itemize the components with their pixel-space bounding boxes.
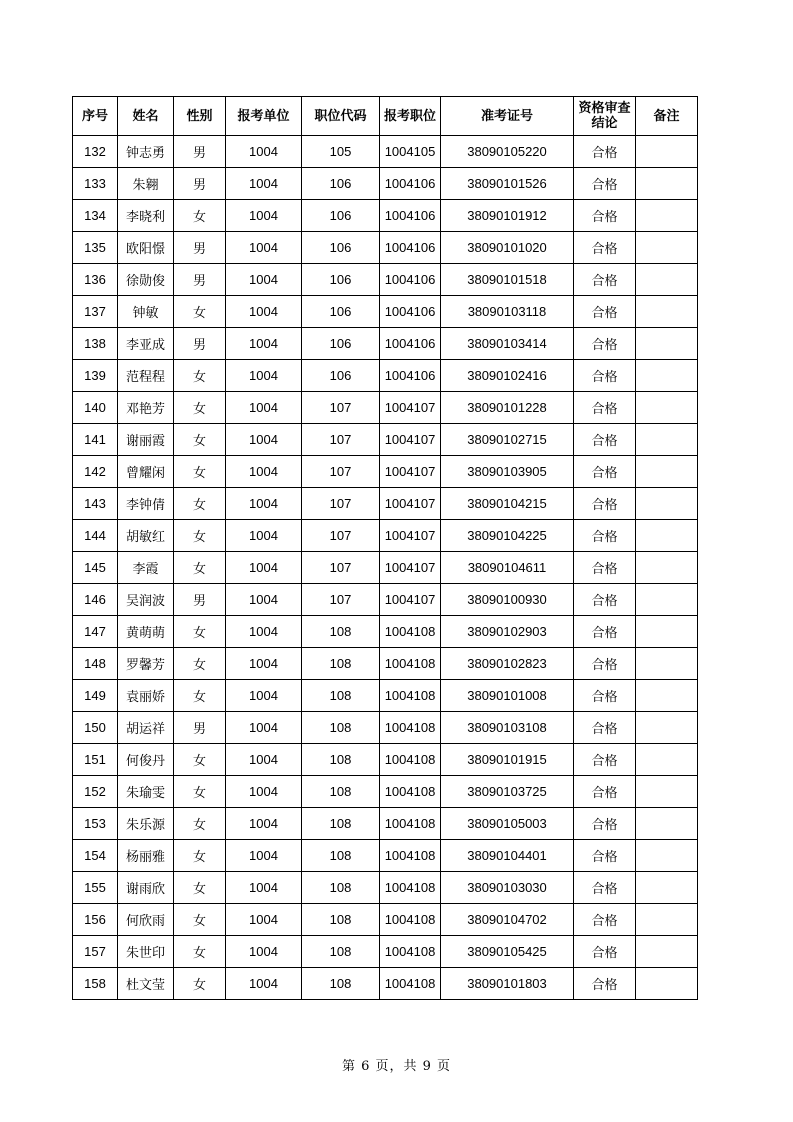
cell-name: 何俊丹 <box>118 744 174 776</box>
cell-name: 罗馨芳 <box>118 648 174 680</box>
table-row <box>73 424 698 456</box>
cell-remarks <box>636 520 698 552</box>
cell-review-result: 合格 <box>574 584 636 616</box>
cell-unit: 1004 <box>226 520 302 552</box>
cell-review-result: 合格 <box>574 520 636 552</box>
cell-unit: 1004 <box>226 808 302 840</box>
cell-gender: 女 <box>174 744 226 776</box>
cell-remarks <box>636 968 698 1000</box>
cell-review-result: 合格 <box>574 168 636 200</box>
cell-serial: 141 <box>73 424 118 456</box>
cell-ticket-number: 38090104215 <box>441 488 574 520</box>
cell-serial: 134 <box>73 200 118 232</box>
table-row <box>73 744 698 776</box>
cell-name: 袁丽娇 <box>118 680 174 712</box>
table-body <box>73 136 698 1000</box>
cell-remarks <box>636 488 698 520</box>
table-row <box>73 296 698 328</box>
cell-remarks <box>636 136 698 168</box>
cell-serial: 149 <box>73 680 118 712</box>
cell-unit: 1004 <box>226 552 302 584</box>
cell-position: 1004108 <box>380 936 441 968</box>
cell-position-code: 108 <box>302 872 380 904</box>
cell-review-result: 合格 <box>574 488 636 520</box>
cell-serial: 136 <box>73 264 118 296</box>
cell-unit: 1004 <box>226 904 302 936</box>
cell-unit: 1004 <box>226 264 302 296</box>
cell-position: 1004107 <box>380 392 441 424</box>
table-row <box>73 584 698 616</box>
cell-serial: 145 <box>73 552 118 584</box>
cell-ticket-number: 38090101803 <box>441 968 574 1000</box>
cell-name: 曾耀闲 <box>118 456 174 488</box>
cell-serial: 156 <box>73 904 118 936</box>
cell-remarks <box>636 680 698 712</box>
cell-serial: 157 <box>73 936 118 968</box>
cell-gender: 女 <box>174 200 226 232</box>
cell-gender: 女 <box>174 296 226 328</box>
cell-review-result: 合格 <box>574 872 636 904</box>
cell-remarks <box>636 424 698 456</box>
cell-position-code: 106 <box>302 232 380 264</box>
cell-review-result: 合格 <box>574 424 636 456</box>
page-footer: 第 6 页，共 9 页 <box>341 1059 452 1074</box>
table-row <box>73 776 698 808</box>
cell-review-result: 合格 <box>574 616 636 648</box>
cell-ticket-number: 38090101228 <box>441 392 574 424</box>
cell-position-code: 107 <box>302 392 380 424</box>
header-position-code: 职位代码 <box>302 97 380 136</box>
table-header-row <box>73 97 698 136</box>
cell-ticket-number: 38090100930 <box>441 584 574 616</box>
table-row <box>73 552 698 584</box>
cell-unit: 1004 <box>226 936 302 968</box>
cell-name: 谢丽霞 <box>118 424 174 456</box>
cell-serial: 146 <box>73 584 118 616</box>
cell-name: 杜文莹 <box>118 968 174 1000</box>
table-row <box>73 712 698 744</box>
table-row <box>73 200 698 232</box>
cell-unit: 1004 <box>226 424 302 456</box>
cell-unit: 1004 <box>226 168 302 200</box>
cell-position: 1004107 <box>380 520 441 552</box>
cell-position-code: 108 <box>302 680 380 712</box>
cell-gender: 男 <box>174 712 226 744</box>
cell-ticket-number: 38090104225 <box>441 520 574 552</box>
cell-review-result: 合格 <box>574 264 636 296</box>
cell-unit: 1004 <box>226 136 302 168</box>
cell-review-result: 合格 <box>574 776 636 808</box>
cell-position: 1004106 <box>380 200 441 232</box>
cell-ticket-number: 38090101020 <box>441 232 574 264</box>
cell-unit: 1004 <box>226 872 302 904</box>
cell-remarks <box>636 616 698 648</box>
cell-gender: 女 <box>174 904 226 936</box>
cell-position-code: 106 <box>302 200 380 232</box>
cell-review-result: 合格 <box>574 552 636 584</box>
cell-position: 1004107 <box>380 424 441 456</box>
cell-position-code: 107 <box>302 584 380 616</box>
cell-position-code: 107 <box>302 488 380 520</box>
cell-serial: 158 <box>73 968 118 1000</box>
cell-position-code: 107 <box>302 456 380 488</box>
cell-position-code: 108 <box>302 936 380 968</box>
cell-position: 1004108 <box>380 840 441 872</box>
cell-gender: 女 <box>174 360 226 392</box>
cell-serial: 138 <box>73 328 118 360</box>
candidate-table <box>72 96 698 1000</box>
cell-position: 1004108 <box>380 904 441 936</box>
cell-review-result: 合格 <box>574 456 636 488</box>
cell-unit: 1004 <box>226 744 302 776</box>
cell-unit: 1004 <box>226 776 302 808</box>
cell-position-code: 105 <box>302 136 380 168</box>
table-row <box>73 808 698 840</box>
table-row <box>73 136 698 168</box>
cell-position: 1004107 <box>380 456 441 488</box>
table-row <box>73 392 698 424</box>
cell-review-result: 合格 <box>574 904 636 936</box>
cell-remarks <box>636 232 698 264</box>
cell-gender: 女 <box>174 648 226 680</box>
cell-remarks <box>636 712 698 744</box>
table-row <box>73 872 698 904</box>
cell-position-code: 106 <box>302 296 380 328</box>
cell-unit: 1004 <box>226 200 302 232</box>
cell-unit: 1004 <box>226 648 302 680</box>
cell-position-code: 108 <box>302 968 380 1000</box>
cell-position: 1004105 <box>380 136 441 168</box>
cell-position: 1004106 <box>380 296 441 328</box>
cell-unit: 1004 <box>226 488 302 520</box>
cell-serial: 139 <box>73 360 118 392</box>
cell-position-code: 108 <box>302 616 380 648</box>
cell-review-result: 合格 <box>574 360 636 392</box>
cell-remarks <box>636 456 698 488</box>
cell-gender: 女 <box>174 872 226 904</box>
cell-ticket-number: 38090103905 <box>441 456 574 488</box>
table-row <box>73 936 698 968</box>
cell-position-code: 108 <box>302 904 380 936</box>
cell-gender: 男 <box>174 136 226 168</box>
cell-position: 1004108 <box>380 968 441 1000</box>
cell-review-result: 合格 <box>574 808 636 840</box>
cell-ticket-number: 38090102903 <box>441 616 574 648</box>
cell-position-code: 107 <box>302 552 380 584</box>
cell-name: 欧阳憬 <box>118 232 174 264</box>
cell-position: 1004106 <box>380 264 441 296</box>
cell-gender: 男 <box>174 584 226 616</box>
cell-position: 1004106 <box>380 168 441 200</box>
cell-position-code: 106 <box>302 264 380 296</box>
cell-remarks <box>636 744 698 776</box>
cell-name: 黄萌萌 <box>118 616 174 648</box>
cell-review-result: 合格 <box>574 712 636 744</box>
cell-gender: 女 <box>174 840 226 872</box>
cell-remarks <box>636 776 698 808</box>
cell-name: 钟敏 <box>118 296 174 328</box>
cell-remarks <box>636 904 698 936</box>
cell-name: 李亚成 <box>118 328 174 360</box>
cell-position: 1004108 <box>380 872 441 904</box>
cell-unit: 1004 <box>226 840 302 872</box>
cell-position-code: 108 <box>302 648 380 680</box>
table-row <box>73 232 698 264</box>
cell-gender: 男 <box>174 168 226 200</box>
cell-ticket-number: 38090101912 <box>441 200 574 232</box>
cell-ticket-number: 38090103030 <box>441 872 574 904</box>
cell-name: 朱世印 <box>118 936 174 968</box>
cell-position-code: 108 <box>302 712 380 744</box>
cell-name: 徐勋俊 <box>118 264 174 296</box>
cell-ticket-number: 38090103725 <box>441 776 574 808</box>
cell-position-code: 107 <box>302 424 380 456</box>
header-unit: 报考单位 <box>226 97 302 136</box>
cell-gender: 女 <box>174 616 226 648</box>
table-row <box>73 648 698 680</box>
cell-remarks <box>636 264 698 296</box>
cell-review-result: 合格 <box>574 968 636 1000</box>
cell-unit: 1004 <box>226 680 302 712</box>
cell-gender: 女 <box>174 808 226 840</box>
header-position: 报考职位 <box>380 97 441 136</box>
cell-remarks <box>636 584 698 616</box>
table-row <box>73 456 698 488</box>
cell-review-result: 合格 <box>574 232 636 264</box>
cell-ticket-number: 38090103414 <box>441 328 574 360</box>
cell-review-result: 合格 <box>574 648 636 680</box>
table-row <box>73 264 698 296</box>
table-row <box>73 616 698 648</box>
cell-name: 李晓利 <box>118 200 174 232</box>
cell-remarks <box>636 200 698 232</box>
cell-unit: 1004 <box>226 968 302 1000</box>
header-serial: 序号 <box>73 97 118 136</box>
cell-position-code: 108 <box>302 776 380 808</box>
cell-ticket-number: 38090101008 <box>441 680 574 712</box>
table-row <box>73 488 698 520</box>
cell-serial: 150 <box>73 712 118 744</box>
table-row <box>73 360 698 392</box>
cell-position-code: 107 <box>302 520 380 552</box>
cell-name: 朱乐源 <box>118 808 174 840</box>
cell-name: 杨丽雅 <box>118 840 174 872</box>
cell-serial: 132 <box>73 136 118 168</box>
cell-name: 吴润波 <box>118 584 174 616</box>
cell-name: 李钟倩 <box>118 488 174 520</box>
cell-review-result: 合格 <box>574 296 636 328</box>
cell-name: 胡运祥 <box>118 712 174 744</box>
cell-gender: 女 <box>174 488 226 520</box>
cell-ticket-number: 38090102715 <box>441 424 574 456</box>
cell-gender: 女 <box>174 520 226 552</box>
cell-unit: 1004 <box>226 360 302 392</box>
cell-unit: 1004 <box>226 712 302 744</box>
cell-gender: 女 <box>174 776 226 808</box>
table-row <box>73 328 698 360</box>
cell-unit: 1004 <box>226 328 302 360</box>
cell-ticket-number: 38090105220 <box>441 136 574 168</box>
cell-position: 1004107 <box>380 552 441 584</box>
table-row <box>73 840 698 872</box>
cell-ticket-number: 38090103118 <box>441 296 574 328</box>
cell-ticket-number: 38090104401 <box>441 840 574 872</box>
cell-serial: 152 <box>73 776 118 808</box>
cell-review-result: 合格 <box>574 744 636 776</box>
cell-ticket-number: 38090101526 <box>441 168 574 200</box>
cell-remarks <box>636 872 698 904</box>
cell-ticket-number: 38090104611 <box>441 552 574 584</box>
header-gender: 性别 <box>174 97 226 136</box>
cell-remarks <box>636 168 698 200</box>
cell-name: 朱翱 <box>118 168 174 200</box>
cell-name: 胡敏红 <box>118 520 174 552</box>
cell-gender: 女 <box>174 424 226 456</box>
cell-remarks <box>636 552 698 584</box>
cell-serial: 135 <box>73 232 118 264</box>
cell-position: 1004108 <box>380 776 441 808</box>
cell-position-code: 108 <box>302 808 380 840</box>
cell-position: 1004107 <box>380 488 441 520</box>
header-name: 姓名 <box>118 97 174 136</box>
cell-serial: 154 <box>73 840 118 872</box>
cell-unit: 1004 <box>226 392 302 424</box>
cell-position-code: 106 <box>302 168 380 200</box>
cell-ticket-number: 38090102416 <box>441 360 574 392</box>
cell-name: 谢雨欣 <box>118 872 174 904</box>
cell-serial: 147 <box>73 616 118 648</box>
cell-name: 朱瑜雯 <box>118 776 174 808</box>
header-ticket-number: 准考证号 <box>441 97 574 136</box>
cell-gender: 女 <box>174 680 226 712</box>
cell-position: 1004106 <box>380 232 441 264</box>
cell-serial: 148 <box>73 648 118 680</box>
cell-remarks <box>636 392 698 424</box>
cell-review-result: 合格 <box>574 680 636 712</box>
cell-name: 邓艳芳 <box>118 392 174 424</box>
cell-unit: 1004 <box>226 456 302 488</box>
cell-position: 1004108 <box>380 744 441 776</box>
cell-position: 1004107 <box>380 584 441 616</box>
cell-position: 1004106 <box>380 328 441 360</box>
cell-position: 1004108 <box>380 648 441 680</box>
cell-position: 1004108 <box>380 808 441 840</box>
table-row <box>73 520 698 552</box>
cell-remarks <box>636 808 698 840</box>
cell-unit: 1004 <box>226 584 302 616</box>
cell-name: 李霞 <box>118 552 174 584</box>
cell-remarks <box>636 840 698 872</box>
table-row <box>73 904 698 936</box>
cell-gender: 女 <box>174 552 226 584</box>
cell-position-code: 108 <box>302 840 380 872</box>
cell-serial: 142 <box>73 456 118 488</box>
table-row <box>73 680 698 712</box>
cell-position-code: 106 <box>302 360 380 392</box>
cell-ticket-number: 38090102823 <box>441 648 574 680</box>
cell-name: 范程程 <box>118 360 174 392</box>
cell-serial: 144 <box>73 520 118 552</box>
table-row <box>73 968 698 1000</box>
cell-serial: 133 <box>73 168 118 200</box>
cell-unit: 1004 <box>226 296 302 328</box>
table-row <box>73 168 698 200</box>
cell-gender: 男 <box>174 264 226 296</box>
cell-serial: 155 <box>73 872 118 904</box>
header-review-result <box>574 97 636 136</box>
cell-position-code: 108 <box>302 744 380 776</box>
cell-review-result: 合格 <box>574 840 636 872</box>
cell-ticket-number: 38090105003 <box>441 808 574 840</box>
cell-gender: 女 <box>174 968 226 1000</box>
cell-unit: 1004 <box>226 232 302 264</box>
cell-ticket-number: 38090103108 <box>441 712 574 744</box>
cell-serial: 140 <box>73 392 118 424</box>
cell-remarks <box>636 648 698 680</box>
cell-remarks <box>636 936 698 968</box>
cell-remarks <box>636 360 698 392</box>
cell-ticket-number: 38090101915 <box>441 744 574 776</box>
cell-name: 何欣雨 <box>118 904 174 936</box>
cell-position: 1004108 <box>380 680 441 712</box>
cell-ticket-number: 38090101518 <box>441 264 574 296</box>
cell-position: 1004108 <box>380 616 441 648</box>
cell-serial: 153 <box>73 808 118 840</box>
cell-review-result: 合格 <box>574 328 636 360</box>
cell-gender: 男 <box>174 328 226 360</box>
cell-serial: 151 <box>73 744 118 776</box>
cell-ticket-number: 38090104702 <box>441 904 574 936</box>
cell-serial: 137 <box>73 296 118 328</box>
cell-gender: 男 <box>174 232 226 264</box>
cell-review-result: 合格 <box>574 136 636 168</box>
cell-ticket-number: 38090105425 <box>441 936 574 968</box>
cell-review-result: 合格 <box>574 200 636 232</box>
cell-gender: 女 <box>174 936 226 968</box>
header-review-result-text: 资格审查结论 <box>578 101 631 131</box>
header-remarks: 备注 <box>636 97 698 136</box>
cell-unit: 1004 <box>226 616 302 648</box>
cell-review-result: 合格 <box>574 392 636 424</box>
cell-gender: 女 <box>174 456 226 488</box>
cell-gender: 女 <box>174 392 226 424</box>
cell-serial: 143 <box>73 488 118 520</box>
cell-remarks <box>636 296 698 328</box>
cell-position-code: 106 <box>302 328 380 360</box>
cell-position: 1004106 <box>380 360 441 392</box>
cell-name: 钟志勇 <box>118 136 174 168</box>
cell-remarks <box>636 328 698 360</box>
cell-position: 1004108 <box>380 712 441 744</box>
cell-review-result: 合格 <box>574 936 636 968</box>
